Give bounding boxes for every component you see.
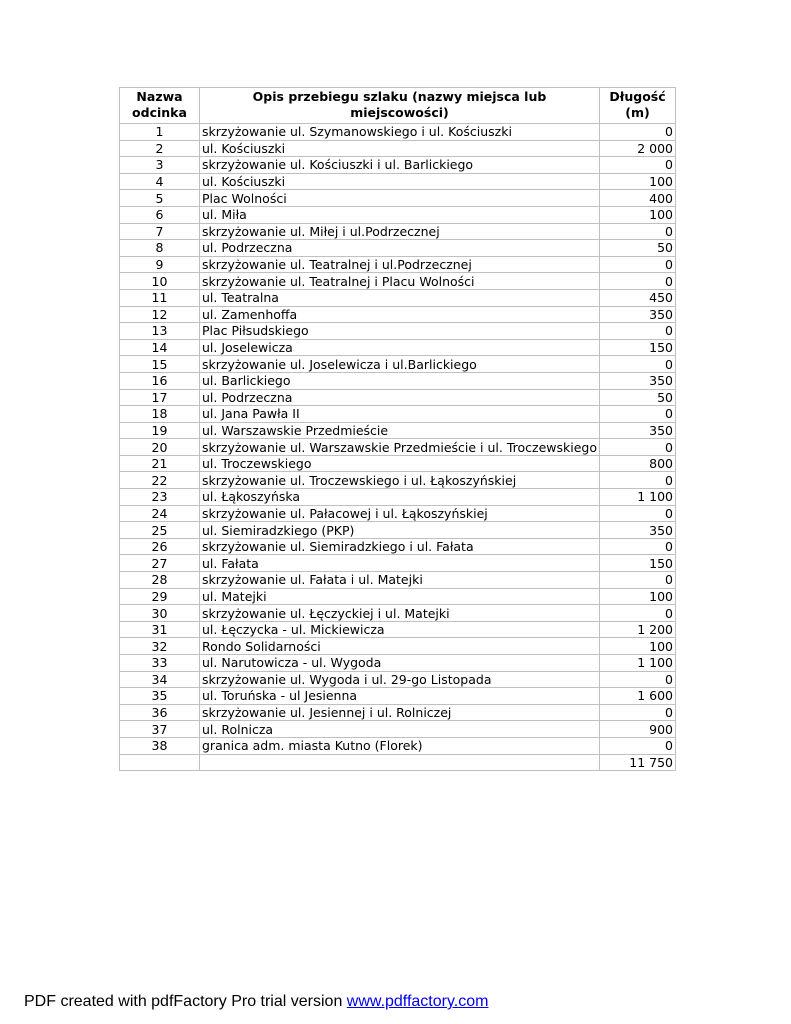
segment-description: Rondo Solidarności [200,638,600,655]
segment-description: ul. Miła [200,206,600,223]
segment-number: 29 [120,588,200,605]
header-row [120,88,676,124]
total-row [120,754,676,771]
segment-number: 26 [120,538,200,555]
segment-number: 28 [120,572,200,589]
header-length: Długość (m) [600,88,676,124]
segment-description: skrzyżowanie ul. Kościuszki i ul. Barlickiego [200,157,600,174]
segment-description: ul. Matejki [200,588,600,605]
segment-description: skrzyżowanie ul. Łęczyckiej i ul. Matejki [200,605,600,622]
segment-number: 5 [120,190,200,207]
segment-length: 0 [600,323,676,340]
segment-description: ul. Narutowicza - ul. Wygoda [200,655,600,672]
segment-number: 9 [120,256,200,273]
segment-description: skrzyżowanie ul. Siemiradzkiego i ul. Fałata [200,538,600,555]
total-empty-cell [120,754,200,771]
segment-description: ul. Kościuszki [200,173,600,190]
segment-number: 23 [120,489,200,506]
segment-length: 350 [600,306,676,323]
segment-length: 900 [600,721,676,738]
segment-length: 0 [600,538,676,555]
table-row [120,206,676,223]
segment-length: 150 [600,339,676,356]
table-row [120,240,676,257]
segment-number: 38 [120,737,200,754]
segment-description: ul. Teatralna [200,289,600,306]
table-row [120,588,676,605]
segment-length: 1 200 [600,621,676,638]
table-row [120,655,676,672]
table-row [120,173,676,190]
segment-number: 37 [120,721,200,738]
table-row [120,572,676,589]
table-row [120,124,676,141]
segment-number: 10 [120,273,200,290]
segment-length: 0 [600,439,676,456]
table-row [120,638,676,655]
segment-description: skrzyżowanie ul. Warszawskie Przedmieście i ul. Troczewskiego [200,439,600,456]
segment-number: 32 [120,638,200,655]
table-row [120,704,676,721]
table-row [120,389,676,406]
segment-description: skrzyżowanie ul. Szymanowskiego i ul. Kościuszki [200,124,600,141]
segment-description: ul. Toruńska - ul Jesienna [200,688,600,705]
segment-length: 0 [600,472,676,489]
segment-description: skrzyżowanie ul. Fałata i ul. Matejki [200,572,600,589]
segment-length: 0 [600,256,676,273]
segment-length: 1 100 [600,655,676,672]
segment-number: 21 [120,455,200,472]
table-row [120,555,676,572]
segment-length: 450 [600,289,676,306]
segment-number: 31 [120,621,200,638]
segment-length: 400 [600,190,676,207]
segment-number: 7 [120,223,200,240]
table-row [120,455,676,472]
segment-length: 150 [600,555,676,572]
table-row [120,472,676,489]
table-row [120,339,676,356]
segment-number: 19 [120,422,200,439]
segment-number: 16 [120,372,200,389]
segment-description: granica adm. miasta Kutno (Florek) [200,737,600,754]
table-row [120,538,676,555]
table-row [120,223,676,240]
footer-text: PDF created with pdfFactory Pro trial version [24,993,347,1010]
segment-number: 34 [120,671,200,688]
table-row [120,505,676,522]
segment-length: 0 [600,572,676,589]
segment-number: 12 [120,306,200,323]
segment-length: 350 [600,372,676,389]
segment-description: skrzyżowanie ul. Jesiennej i ul. Rolniczej [200,704,600,721]
segment-length: 800 [600,455,676,472]
segment-number: 18 [120,406,200,423]
segment-length: 350 [600,522,676,539]
segment-length: 0 [600,157,676,174]
segment-length: 1 600 [600,688,676,705]
segment-number: 33 [120,655,200,672]
segment-description: ul. Podrzeczna [200,240,600,257]
segment-number: 36 [120,704,200,721]
segment-description: ul. Zamenhoffa [200,306,600,323]
segment-description: skrzyżowanie ul. Pałacowej i ul. Łąkoszyńskiej [200,505,600,522]
segment-description: skrzyżowanie ul. Miłej i ul.Podrzecznej [200,223,600,240]
segment-number: 35 [120,688,200,705]
segment-description: ul. Troczewskiego [200,455,600,472]
segment-description: ul. Łęczycka - ul. Mickiewicza [200,621,600,638]
segment-length: 0 [600,671,676,688]
segment-length: 2 000 [600,140,676,157]
segment-number: 1 [120,124,200,141]
segment-description: Plac Piłsudskiego [200,323,600,340]
table-row [120,522,676,539]
segment-description: ul. Fałata [200,555,600,572]
table-row [120,737,676,754]
segment-length: 0 [600,124,676,141]
segment-number: 14 [120,339,200,356]
segment-number: 3 [120,157,200,174]
segment-length: 100 [600,173,676,190]
table-row [120,605,676,622]
table-row [120,422,676,439]
table-row [120,190,676,207]
segment-length: 100 [600,206,676,223]
segment-length: 1 100 [600,489,676,506]
segment-length: 0 [600,223,676,240]
table-row [120,671,676,688]
table-row [120,372,676,389]
header-description: Opis przebiegu szlaku (nazwy miejsca lub miejscowości) [200,88,600,124]
segment-number: 8 [120,240,200,257]
pdf-footer [24,993,488,1011]
table-row [120,256,676,273]
segment-description: ul. Rolnicza [200,721,600,738]
footer-link[interactable]: www.pdffactory.com [346,993,489,1010]
segment-number: 4 [120,173,200,190]
segment-number: 27 [120,555,200,572]
segment-description: ul. Podrzeczna [200,389,600,406]
segment-description: skrzyżowanie ul. Teatralnej i ul.Podrzecznej [200,256,600,273]
segment-number: 15 [120,356,200,373]
segment-description: ul. Siemiradzkiego (PKP) [200,522,600,539]
segment-length: 350 [600,422,676,439]
table-row [120,306,676,323]
table-row [120,323,676,340]
segment-number: 25 [120,522,200,539]
segment-length: 0 [600,406,676,423]
segment-description: skrzyżowanie ul. Wygoda i ul. 29-go Listopada [200,671,600,688]
segment-length: 50 [600,389,676,406]
segment-number: 2 [120,140,200,157]
segment-length: 0 [600,704,676,721]
table-row [120,439,676,456]
total-length: 11 750 [600,754,676,771]
segment-number: 22 [120,472,200,489]
segment-number: 6 [120,206,200,223]
segment-description: ul. Warszawskie Przedmieście [200,422,600,439]
table-row [120,489,676,506]
table-row [120,273,676,290]
segment-description: ul. Joselewicza [200,339,600,356]
segment-description: ul. Barlickiego [200,372,600,389]
route-table [119,87,676,771]
table-row [120,157,676,174]
segment-length: 0 [600,737,676,754]
table-row [120,688,676,705]
segment-description: ul. Kościuszki [200,140,600,157]
table-row [120,289,676,306]
table-row [120,140,676,157]
total-empty-cell [200,754,600,771]
segment-description: skrzyżowanie ul. Teatralnej i Placu Wolności [200,273,600,290]
segment-length: 100 [600,638,676,655]
segment-length: 100 [600,588,676,605]
segment-description: ul. Jana Pawła II [200,406,600,423]
segment-number: 20 [120,439,200,456]
segment-number: 24 [120,505,200,522]
segment-number: 30 [120,605,200,622]
segment-number: 17 [120,389,200,406]
segment-length: 0 [600,505,676,522]
header-segment-name: Nazwa odcinka [120,88,200,124]
segment-length: 0 [600,605,676,622]
segment-description: ul. Łąkoszyńska [200,489,600,506]
segment-description: skrzyżowanie ul. Joselewicza i ul.Barlickiego [200,356,600,373]
table-row [120,721,676,738]
table-row [120,621,676,638]
segment-description: skrzyżowanie ul. Troczewskiego i ul. Łąkoszyńskiej [200,472,600,489]
segment-number: 11 [120,289,200,306]
segment-length: 0 [600,356,676,373]
segment-length: 50 [600,240,676,257]
segment-length: 0 [600,273,676,290]
table-row [120,356,676,373]
segment-number: 13 [120,323,200,340]
table-row [120,406,676,423]
segment-description: Plac Wolności [200,190,600,207]
